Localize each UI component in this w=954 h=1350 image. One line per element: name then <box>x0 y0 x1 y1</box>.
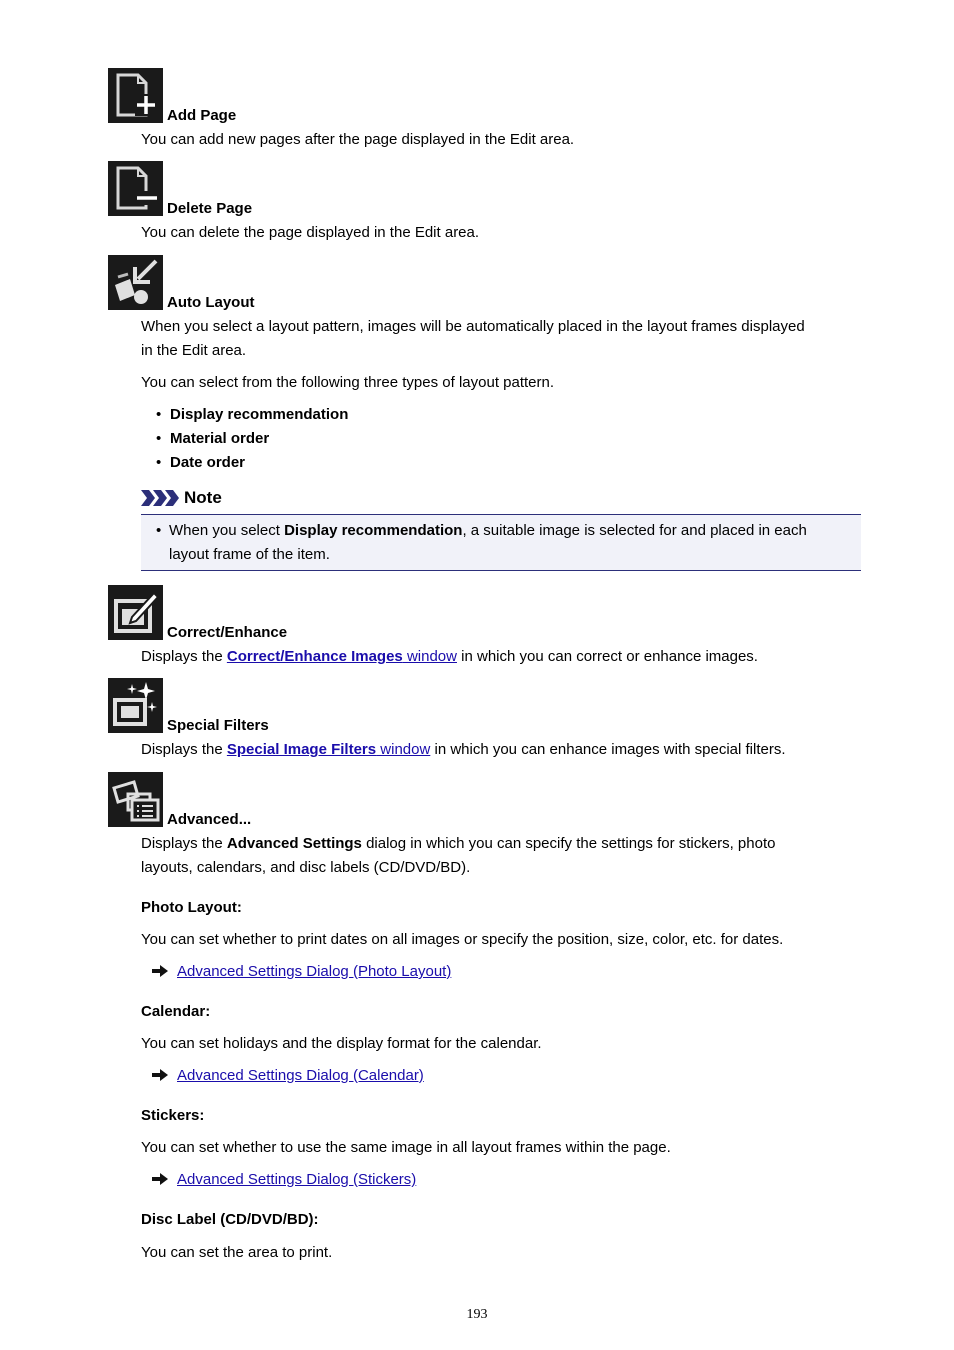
delete-page-title: Delete Page <box>167 200 253 217</box>
note-box <box>141 514 861 571</box>
stickers-desc: You can set whether to use the same image in all layout frames within the page. <box>141 1139 671 1156</box>
correct-enhance-title: Correct/Enhance <box>167 624 288 641</box>
note-text-post: , a suitable image is selected for and placed in each <box>462 522 807 539</box>
bullet-dot: • <box>156 522 162 539</box>
advanced-desc <box>141 832 861 880</box>
advanced-icon <box>108 772 163 827</box>
disc-label-heading: Disc Label (CD/DVD/BD): <box>141 1211 319 1228</box>
arrow-right-icon <box>152 960 177 984</box>
calendar-link-row <box>152 1064 424 1088</box>
link-rest-text: window <box>376 741 431 758</box>
special-image-filters-link[interactable] <box>227 741 430 758</box>
add-page-title: Add Page <box>167 107 237 124</box>
note-text-pre: When you select <box>169 522 285 539</box>
arrow-right-icon <box>152 1168 177 1192</box>
list-item: • Material order <box>156 430 270 447</box>
photo-layout-link[interactable]: Advanced Settings Dialog (Photo Layout) <box>177 963 452 980</box>
auto-layout-title: Auto Layout <box>167 294 255 311</box>
calendar-link[interactable]: Advanced Settings Dialog (Calendar) <box>177 1067 424 1084</box>
auto-layout-icon <box>108 255 163 310</box>
auto-layout-desc <box>141 315 861 363</box>
link-rest-text: window <box>402 648 457 665</box>
stickers-link[interactable]: Advanced Settings Dialog (Stickers) <box>177 1171 417 1188</box>
advanced-title: Advanced... <box>167 811 252 828</box>
stickers-heading: Stickers: <box>141 1107 205 1124</box>
photo-layout-desc: You can set whether to print dates on all images or specify the position, size, color, etc. for dates. <box>141 931 784 948</box>
arrow-right-icon <box>152 1064 177 1088</box>
disc-label-desc: You can set the area to print. <box>141 1244 333 1261</box>
link-bold-text: Special Image Filters <box>226 741 377 758</box>
page-number: 193 <box>466 1307 488 1322</box>
calendar-desc: You can set holidays and the display format for the calendar. <box>141 1035 542 1052</box>
photo-layout-link-row <box>152 960 451 984</box>
advanced-desc-pre: Displays the <box>141 835 227 852</box>
auto-layout-desc2: You can select from the following three types of layout pattern. <box>141 374 555 391</box>
auto-layout-desc-line2: in the Edit area. <box>141 342 247 359</box>
advanced-desc-post: dialog in which you can specify the settings for stickers, photo <box>361 835 776 852</box>
correct-enhance-images-link[interactable] <box>227 648 457 665</box>
advanced-desc-bold: Advanced Settings <box>226 835 362 852</box>
calendar-heading: Calendar: <box>141 1003 211 1020</box>
correct-enhance-desc-post: in which you can correct or enhance images. <box>456 648 758 665</box>
note-text-bold: Display recommendation <box>284 522 463 539</box>
delete-page-icon <box>108 161 163 216</box>
correct-enhance-desc-pre: Displays the <box>141 648 227 665</box>
special-filters-desc-pre: Displays the <box>141 741 227 758</box>
note-text-line2: layout frame of the item. <box>169 546 330 563</box>
photo-layout-heading: Photo Layout: <box>141 899 242 916</box>
add-page-desc: You can add new pages after the page displayed in the Edit area. <box>141 131 575 148</box>
note-label: Note <box>184 488 222 507</box>
list-item: • Display recommendation <box>156 406 349 423</box>
link-bold-text: Correct/Enhance Images <box>226 648 403 665</box>
list-item: • Date order <box>156 454 246 471</box>
add-page-icon <box>108 68 163 123</box>
delete-page-desc: You can delete the page displayed in the Edit area. <box>141 224 480 241</box>
special-filters-icon <box>108 678 163 733</box>
note-chevrons-icon <box>141 489 181 507</box>
list-item-label: Material order <box>170 430 270 447</box>
list-item-label: Display recommendation <box>170 406 349 423</box>
list-item-label: Date order <box>170 454 246 471</box>
special-filters-title: Special Filters <box>167 717 269 734</box>
advanced-desc-line2: layouts, calendars, and disc labels (CD/DVD/BD). <box>141 859 471 876</box>
special-filters-desc <box>141 738 861 762</box>
correct-enhance-desc <box>141 645 861 669</box>
stickers-link-row <box>152 1168 416 1192</box>
correct-enhance-icon <box>108 585 163 640</box>
auto-layout-desc-line1: When you select a layout pattern, images will be automatically placed in the layout frames displayed <box>141 318 805 335</box>
special-filters-desc-post: in which you can enhance images with special filters. <box>430 741 786 758</box>
